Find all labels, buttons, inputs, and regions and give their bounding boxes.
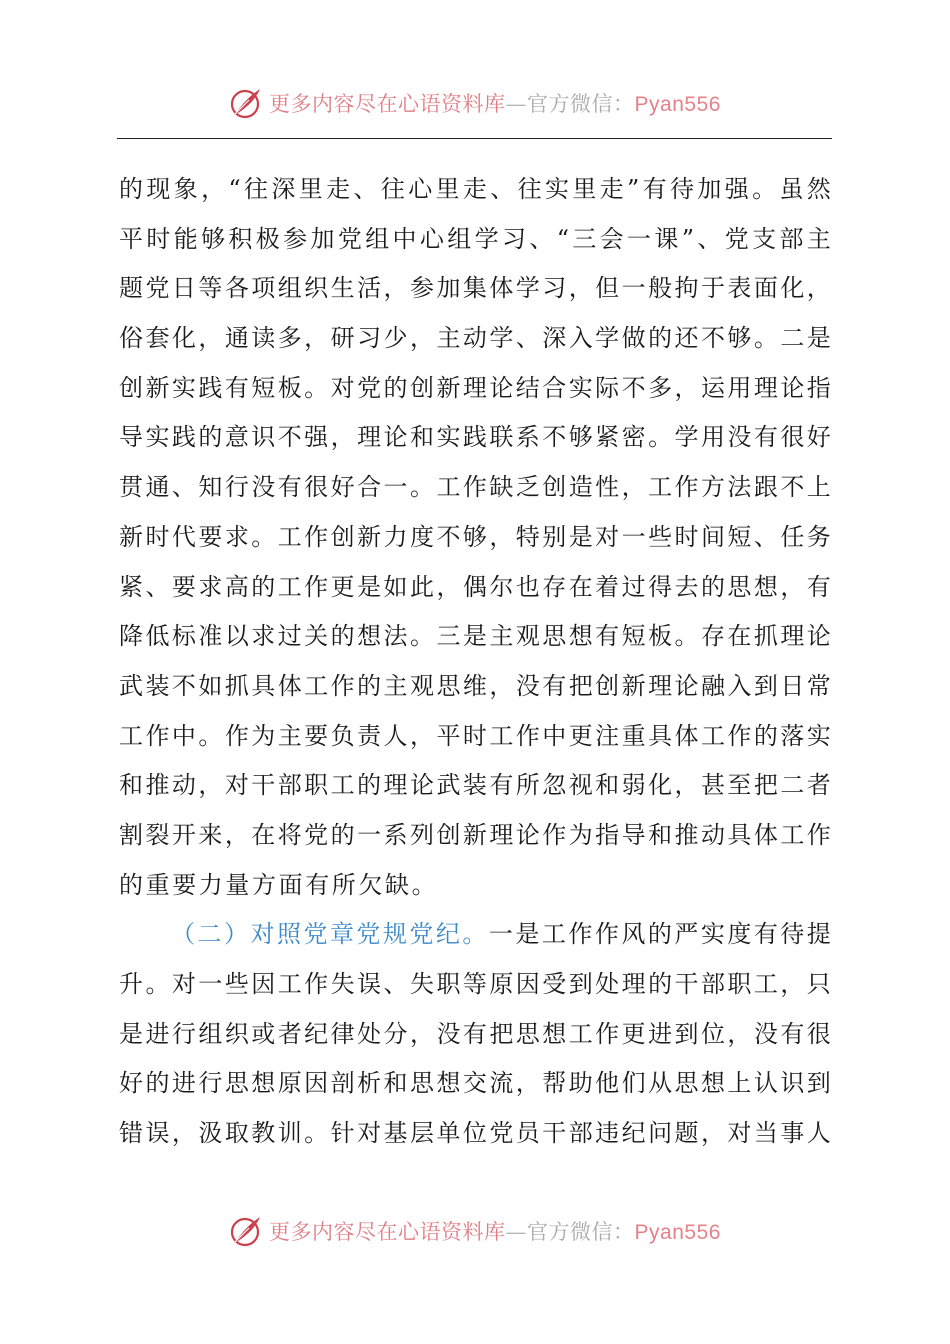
text-line: 平时能够积极参加党组中心组学习、“三会一课”、党支部主	[119, 224, 831, 253]
document-body	[119, 165, 831, 1159]
text-line: 贯通、知行没有很好合一。工作缺乏创造性，工作方法跟不上	[119, 473, 831, 502]
text-line: 的现象，“往深里走、往心里走、往实里走”有待加强。虽然	[119, 175, 831, 203]
footer-wechat-id: Pyan556	[634, 1221, 721, 1244]
header-banner-text	[269, 88, 721, 118]
header-wechat-id: Pyan556	[634, 93, 721, 116]
text-line: 好的进行思想原因剖析和思想交流，帮助他们从思想上认识到	[119, 1069, 831, 1098]
heading-line-rest: 一是工作作风的严实度有待提	[488, 920, 831, 949]
text-line: 紧、要求高的工作更是如此，偶尔也存在着过得去的思想，有	[119, 572, 831, 601]
header-divider	[117, 138, 832, 139]
text-line: 工作中。作为主要负责人，平时工作中更注重具体工作的落实	[119, 721, 831, 750]
section-heading: （二）对照党章党规党纪。	[171, 920, 489, 949]
text-line: 是进行组织或者纪律处分，没有把思想工作更进到位，没有很	[119, 1019, 831, 1048]
header-banner	[0, 80, 950, 126]
footer-brand: 更多内容尽在心语资料库	[269, 1220, 506, 1244]
text-line: 导实践的意识不强，理论和实践联系不够紧密。学用没有很好	[119, 423, 831, 452]
text-line: 割裂开来，在将党的一系列创新理论作为指导和推动具体工作	[119, 820, 831, 849]
text-line: 降低标准以求过关的想法。三是主观思想有短板。存在抓理论	[119, 622, 831, 651]
header-brand: 更多内容尽在心语资料库	[269, 92, 506, 116]
text-line: 的重要力量方面有所欠缺。	[119, 870, 439, 899]
footer-banner-text	[269, 1216, 721, 1246]
quill-logo-icon	[229, 86, 263, 120]
text-line: 新时代要求。工作创新力度不够，特别是对一些时间短、任务	[119, 522, 831, 551]
text-line: 武装不如抓具体工作的主观思维，没有把创新理论融入到日常	[119, 671, 831, 700]
text-line: 俗套化，通读多，研习少，主动学、深入学做的还不够。二是	[119, 324, 831, 353]
footer-banner	[0, 1208, 950, 1254]
header-separator: —	[505, 92, 528, 116]
text-line	[119, 910, 831, 960]
text-line: 升。对一些因工作失误、失职等原因受到处理的干部职工，只	[119, 970, 831, 998]
text-line: 题党日等各项组织生活，参加集体学习，但一般拘于表面化，	[119, 274, 831, 303]
footer-wechat-label: 官方微信：	[527, 1220, 635, 1244]
text-line: 创新实践有短板。对党的创新理论结合实际不多，运用理论指	[119, 373, 831, 402]
quill-logo-icon	[229, 1214, 263, 1248]
text-line: 和推动，对干部职工的理论武装有所忽视和弱化，甚至把二者	[119, 771, 831, 800]
header-wechat-label: 官方微信：	[527, 92, 635, 116]
paragraph-1	[119, 165, 831, 910]
footer-separator: —	[505, 1220, 528, 1244]
paragraph-2	[119, 910, 831, 1158]
text-line: 错误，汲取教训。针对基层单位党员干部违纪问题，对当事人	[119, 1119, 831, 1148]
